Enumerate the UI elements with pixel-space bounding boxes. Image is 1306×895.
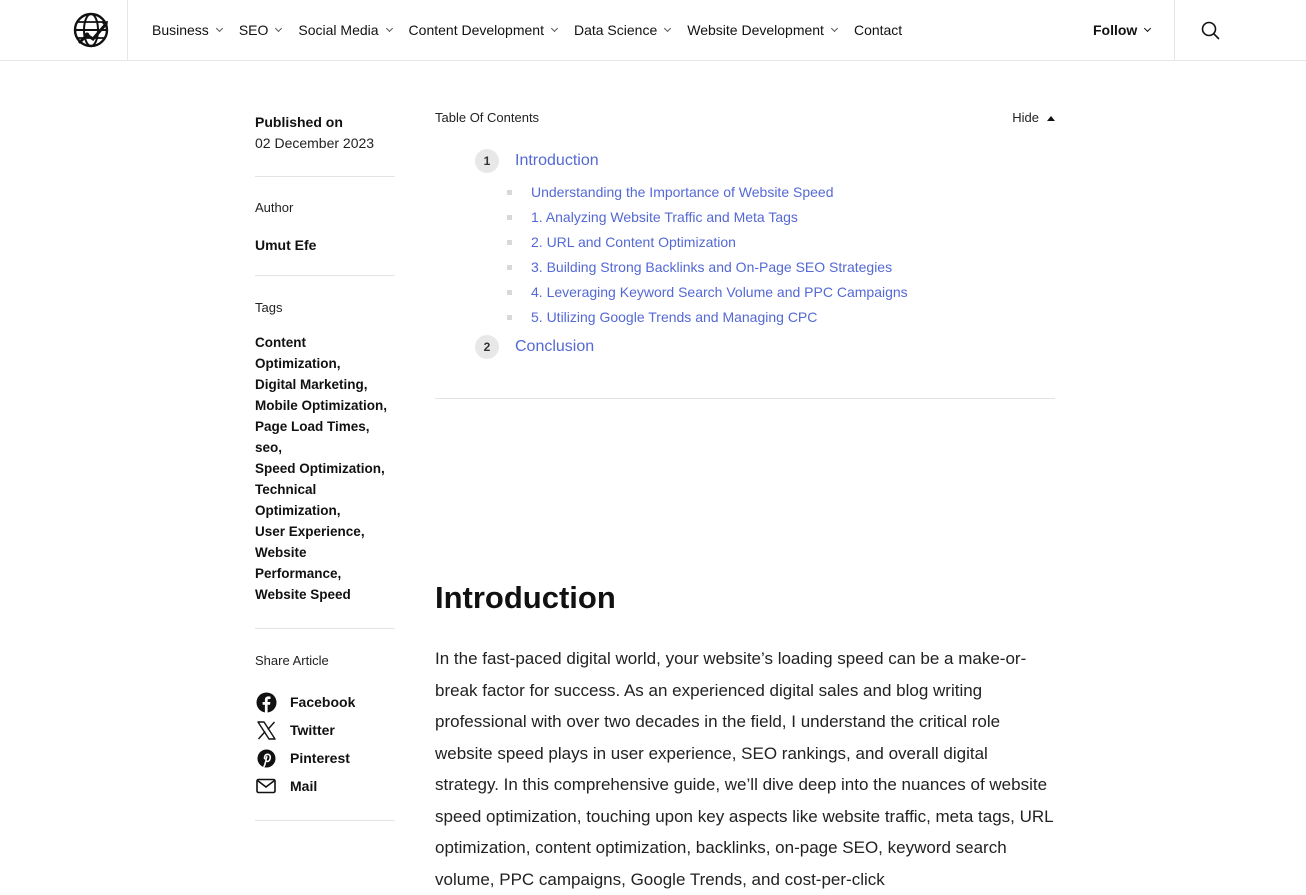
- nav-website-development-label: Website Development: [687, 22, 824, 38]
- nav-business[interactable]: [152, 22, 222, 38]
- tag-link[interactable]: seo: [255, 440, 279, 455]
- toc-link: Introduction: [515, 152, 599, 169]
- tags-list: Content Optimization, Digital Marketing, Mobile Optimization, Page Load Times, seo, Speed Optimization, Technical Optimization, User Experience, Website Performance, Website Speed: [255, 335, 388, 602]
- nav-social-media[interactable]: [298, 22, 391, 38]
- tags-label: Tags: [255, 300, 283, 315]
- toc-item-introduction[interactable]: [475, 149, 599, 173]
- nav-content-development[interactable]: [409, 22, 557, 38]
- mail-icon: [255, 775, 277, 797]
- nav-contact[interactable]: [854, 22, 902, 38]
- tag-link[interactable]: Mobile Optimization: [255, 398, 384, 413]
- toc-number-badge: 1: [475, 149, 499, 173]
- x-twitter-icon: [255, 719, 277, 741]
- nav-business-label: Business: [152, 22, 209, 38]
- tag-link[interactable]: Website Speed: [255, 587, 351, 602]
- toc-item-conclusion[interactable]: [475, 335, 594, 359]
- follow-button[interactable]: [1093, 0, 1150, 60]
- divider: [255, 820, 395, 821]
- tag-link[interactable]: User Experience: [255, 524, 361, 539]
- nav-seo-label: SEO: [238, 22, 269, 38]
- chevron-down-icon: [551, 24, 558, 31]
- toc-subitem[interactable]: 3. Building Strong Backlinks and On-Page SEO Strategies: [531, 259, 893, 275]
- search-icon: [1201, 21, 1220, 40]
- facebook-icon: [255, 691, 277, 713]
- share-pinterest[interactable]: [255, 744, 395, 772]
- site-header: [0, 0, 1306, 61]
- article-body: [435, 575, 1055, 895]
- nav-website-development[interactable]: [687, 22, 837, 38]
- chevron-down-icon: [664, 24, 671, 31]
- share-twitter[interactable]: [255, 716, 395, 744]
- divider: [255, 628, 395, 629]
- share-facebook-label: Facebook: [290, 694, 356, 710]
- table-of-contents: [435, 108, 1055, 355]
- search-button[interactable]: [1174, 0, 1306, 60]
- chevron-down-icon: [386, 24, 393, 31]
- nav-seo[interactable]: [239, 22, 282, 38]
- share-mail[interactable]: [255, 772, 395, 800]
- nav-data-science[interactable]: [574, 22, 670, 38]
- chevron-down-icon: [1144, 24, 1151, 31]
- nav-social-media-label: Social Media: [298, 22, 379, 38]
- share-pinterest-label: Pinterest: [290, 750, 350, 766]
- share-list: [255, 688, 395, 800]
- chevron-down-icon: [216, 24, 223, 31]
- globe-logo-icon: [73, 10, 111, 50]
- toc-title: Table Of Contents: [435, 110, 540, 125]
- tag-link[interactable]: Website Performance: [255, 545, 338, 581]
- intro-paragraph: In the fast-paced digital world, your website’s loading speed can be a make-or-break factor for success. As an experienced digital sales and blog writing professional with over two decades in the field, I understand the critical role website speed plays in user experience, SEO rankings, and overall digital strategy. In this comprehensive guide, we’ll dive deep into the nuances of website speed optimization, touching upon key aspects like website traffic, meta tags, URL optimization, content optimization, backlinks, on-page SEO, keyword search volume, PPC campaigns, Google Trends, and cost-per-click: [435, 649, 1053, 889]
- toc-link: Conclusion: [515, 338, 595, 355]
- divider: [255, 275, 395, 276]
- author-label: Author: [255, 200, 294, 215]
- caret-up-icon: [1047, 116, 1055, 121]
- published-label: Published on: [255, 114, 343, 130]
- share-twitter-label: Twitter: [290, 722, 335, 738]
- share-label: Share Article: [255, 653, 329, 668]
- toc-subitem[interactable]: 4. Leveraging Keyword Search Volume and PPC Campaigns: [531, 284, 908, 300]
- tag-link[interactable]: Technical Optimization: [255, 482, 337, 518]
- article-meta: [255, 112, 395, 821]
- toc-number-badge: 2: [475, 335, 499, 359]
- chevron-down-icon: [275, 24, 282, 31]
- toc-subitem[interactable]: 1. Analyzing Website Traffic and Meta Tags: [531, 209, 798, 225]
- published-date: 02 December 2023: [255, 135, 375, 151]
- follow-label: Follow: [1093, 22, 1138, 38]
- nav-content-development-label: Content Development: [408, 22, 544, 38]
- nav-data-science-label: Data Science: [573, 22, 658, 38]
- divider: [255, 176, 395, 177]
- author-name-link[interactable]: Umut Efe: [255, 237, 317, 253]
- share-mail-label: Mail: [290, 778, 318, 794]
- toc-subitem[interactable]: 2. URL and Content Optimization: [531, 234, 736, 250]
- nav-contact-label: Contact: [853, 22, 903, 38]
- share-facebook[interactable]: [255, 688, 395, 716]
- section-heading: Introduction: [435, 580, 616, 615]
- toc-hide-label: Hide: [1012, 110, 1039, 125]
- tag-link[interactable]: Page Load Times: [255, 419, 366, 434]
- toc-hide-toggle[interactable]: [1012, 108, 1055, 128]
- divider: [435, 398, 1055, 399]
- chevron-down-icon: [831, 24, 838, 31]
- tag-link[interactable]: Speed Optimization: [255, 461, 382, 476]
- tag-link[interactable]: Digital Marketing: [255, 377, 364, 392]
- tag-link[interactable]: Content Optimization: [255, 335, 337, 371]
- logo-link[interactable]: [0, 0, 128, 60]
- pinterest-icon: [255, 747, 277, 769]
- toc-subitem[interactable]: Understanding the Importance of Website Speed: [531, 184, 834, 200]
- toc-subitem[interactable]: 5. Utilizing Google Trends and Managing CPC: [531, 309, 818, 325]
- main-nav: [152, 0, 919, 60]
